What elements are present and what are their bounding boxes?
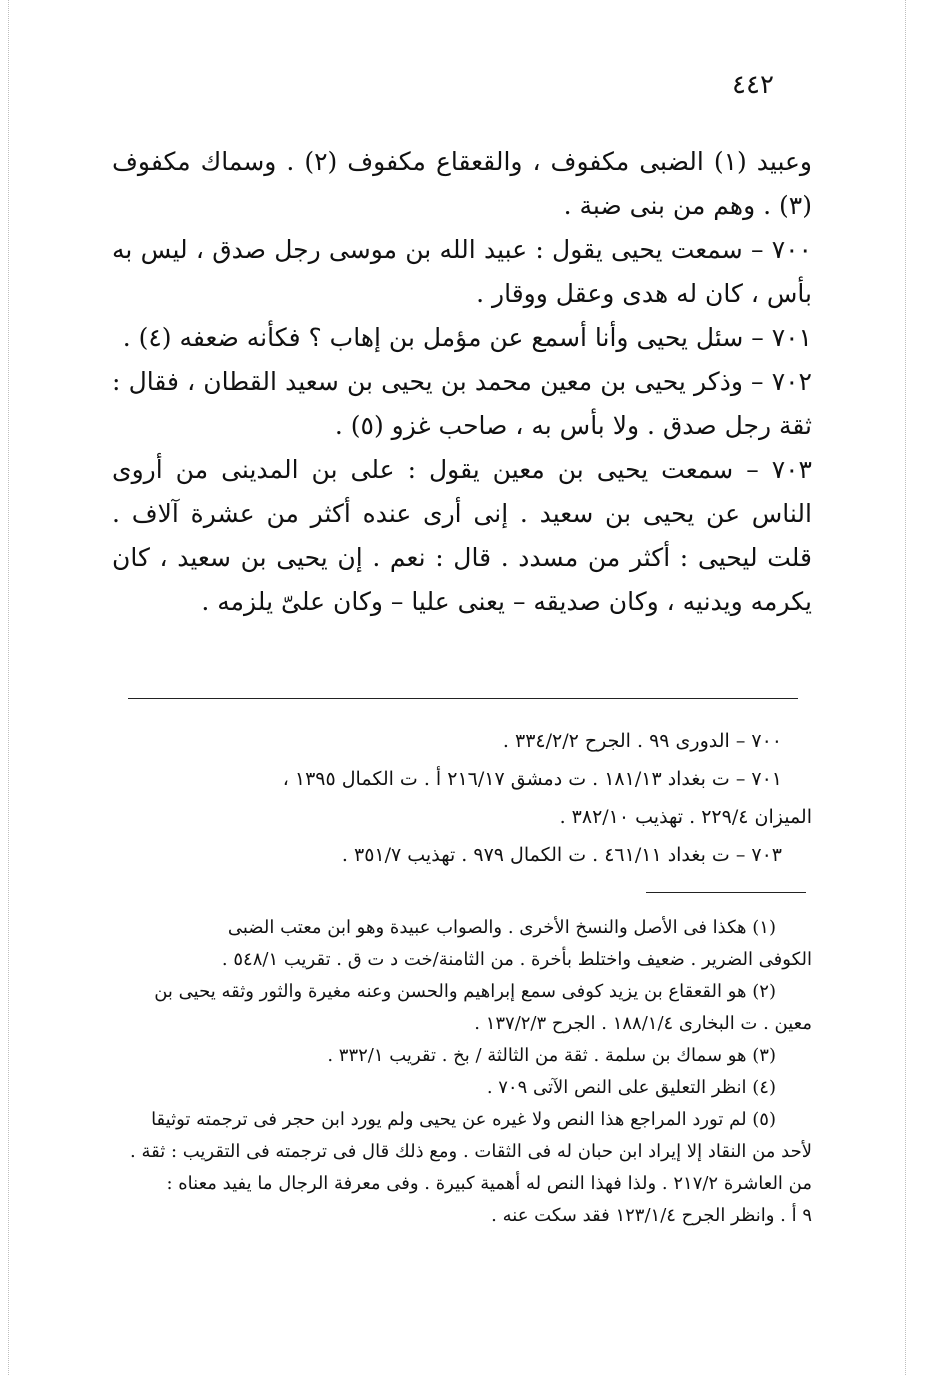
reference-line: ٧٠٠ – الدورى ٩٩ . الجرح ٣٣٤/٢/٢ .: [502, 730, 782, 752]
footnote-line: لأحد من النقاد إلا إيراد ابن حبان له فى الثقات . ومع ذلك قال فى ترجمته فى التقريب : ثقة .: [130, 1141, 812, 1162]
main-text: [112, 140, 812, 624]
main-paragraph: ٧٠٣ – سمعت يحيى بن معين يقول : على بن المدينى من أروى الناس عن يحيى بن سعيد . إنى أرى عنده أكثر من عشرة آلاف . قلت ليحيى : أكثر من مسدد . قال : نعم . إن يحيى بن سعيد ، كان يكرمه ويدنيه ، وكان صديقه – يعنى عليا – وكان علىّ يلزمه .: [112, 455, 812, 616]
footnote-divider: [646, 892, 806, 893]
main-divider: [128, 698, 798, 699]
main-paragraph: ٧٠٠ – سمعت يحيى يقول : عبيد الله بن موسى رجل صدق ، ليس به بأس ، كان له هدى وعقل ووقار .: [112, 235, 812, 308]
reference-line: الميزان ٢٢٩/٤ . تهذيب ٣٨٢/١٠ .: [559, 806, 812, 828]
footnote-line: ٩ أ . وانظر الجرح ١٢٣/١/٤ فقد سكت عنه .: [491, 1205, 812, 1226]
footnote-line: الكوفى الضرير . ضعيف واختلط بأخرة . من الثامنة/خت د ت ق . تقريب ٥٤٨/١ .: [221, 949, 812, 970]
footnote-line: من العاشرة ٢١٧/٢ . ولذا فهذا النص له أهمية كبيرة . وفى معرفة الرجال ما يفيد معناه :: [166, 1173, 812, 1194]
footnote-line: (٥) لم تورد المراجع هذا النص ولا غيره عن يحيى ولم يورد ابن حجر فى ترجمته توثيقا: [151, 1109, 776, 1130]
footnote-line: (٣) هو سماك بن سلمة . ثقة من الثالثة / بخ . تقريب ٣٣٢/١ .: [327, 1045, 776, 1066]
footnote-line: (٤) انظر التعليق على النص الآتى ٧٠٩ .: [486, 1077, 776, 1098]
page-number: ٤٤٢: [732, 70, 774, 100]
footnote-line: (٢) هو القعقاع بن يزيد كوفى سمع إبراهيم والحسن وعنه مغيرة والثور وثقه يحيى بن: [154, 981, 776, 1002]
footnote-line: (١) هكذا فى الأصل والنسخ الأخرى . والصواب عبيدة وهو ابن معتب الضبى: [227, 917, 776, 938]
reference-line: ٧٠١ – ت بغداد ١٨١/١٣ . ت دمشق ٢١٦/١٧ أ . ت الكمال ١٣٩٥ ،: [282, 768, 782, 790]
reference-line: ٧٠٣ – ت بغداد ٤٦١/١١ . ت الكمال ٩٧٩ . تهذيب ٣٥١/٧ .: [341, 844, 782, 866]
footnotes-block: [112, 912, 812, 1232]
scan-edge-left: [8, 0, 9, 1375]
scan-edge-right: [905, 0, 906, 1375]
main-paragraph: وعبيد (١) الضبى مكفوف ، والقعقاع مكفوف (٢) . وسماك مكفوف (٣) . وهم من بنى ضبة .: [112, 147, 812, 220]
main-paragraph: ٧٠٢ – وذكر يحيى بن معين محمد بن يحيى بن سعيد القطان ، فقال : ثقة رجل صدق . ولا بأس به ، صاحب غزو (٥) .: [112, 367, 812, 440]
footnote-line: معين . ت البخارى ١٨٨/١/٤ . الجرح ١٣٧/٢/٣ .: [474, 1013, 812, 1034]
references-block: [112, 722, 812, 874]
main-paragraph: ٧٠١ – سئل يحيى وأنا أسمع عن مؤمل بن إهاب ؟ فكأنه ضعفه (٤) .: [122, 323, 812, 352]
